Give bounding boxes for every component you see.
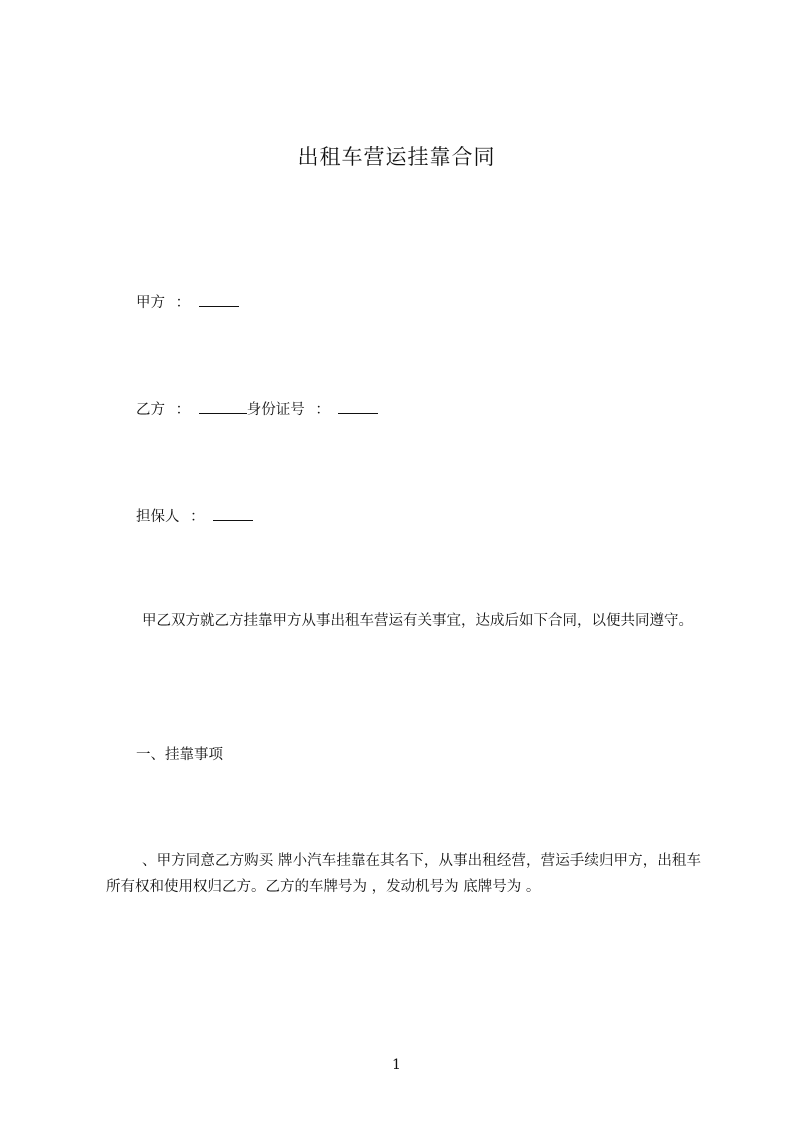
party-a-label: 甲方 <box>136 295 165 311</box>
party-a-blank <box>199 292 239 307</box>
party-b-line <box>136 399 378 420</box>
party-b-blank <box>199 399 247 414</box>
party-a-line <box>136 292 239 313</box>
party-b-colon: ： <box>175 402 191 418</box>
party-b-id-colon: ： <box>315 402 330 418</box>
party-a-colon: ： <box>175 295 191 311</box>
party-b-id-label: 身份证号 <box>246 402 305 418</box>
guarantor-label: 担保人 <box>136 509 180 525</box>
document-title: 出租车营运挂靠合同 <box>297 145 496 169</box>
page-number: 1 <box>392 1057 401 1073</box>
intro-paragraph: 甲乙双方就乙方挂靠甲方从事出租车营运有关事宜，达成后如下合同，以便共同遵守。 <box>142 613 693 629</box>
section-1-heading: 一、挂靠事项 <box>136 747 223 763</box>
guarantor-line <box>136 506 253 527</box>
clause-1-paragraph: 、甲方同意乙方购买 牌小汽车挂靠在其名下，从事出租经营，营运手续归甲方，出租车所有权和使用权归乙方。乙方的车牌号为 ，发动机号为 底牌号为 。 <box>106 853 701 895</box>
guarantor-blank <box>213 506 253 521</box>
guarantor-colon: ： <box>190 509 205 525</box>
party-b-label: 乙方 <box>136 402 165 418</box>
party-b-id-blank <box>338 399 378 414</box>
